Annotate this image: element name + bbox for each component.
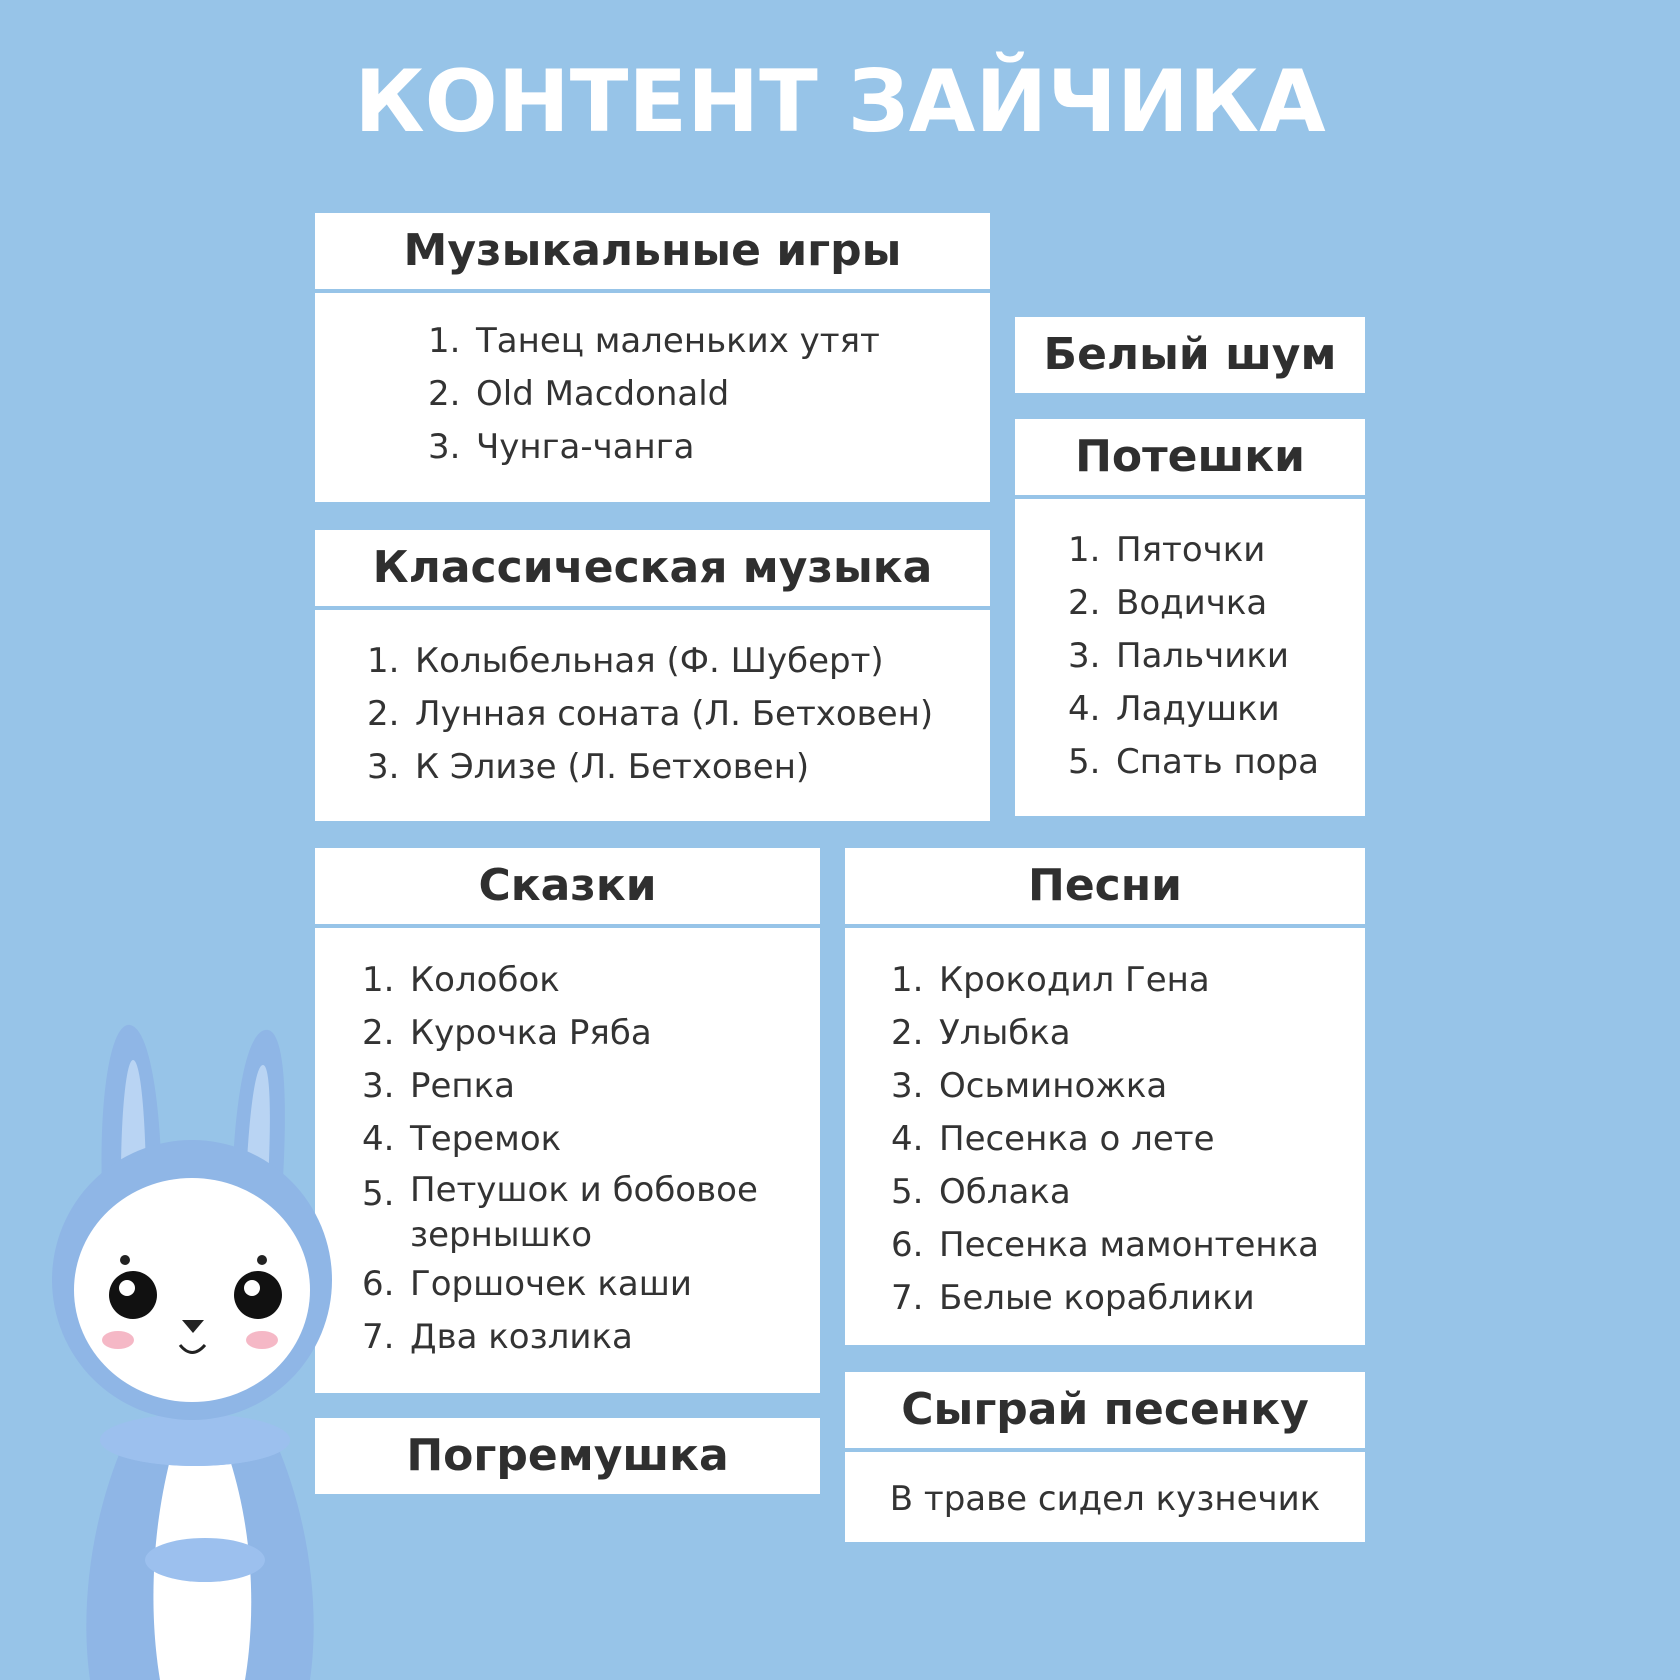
card-title: Погремушка [315, 1418, 820, 1494]
item-number: 4. [891, 1119, 924, 1159]
card-body [315, 928, 820, 1393]
list-item [891, 1007, 1365, 1060]
item-text: Два козлика [410, 1317, 633, 1357]
card-musical-games [315, 213, 990, 502]
item-text: Пальчики [1116, 636, 1289, 676]
item-text: Песенка мамонтенка [939, 1225, 1319, 1265]
card-body [315, 293, 990, 502]
item-number: 2. [891, 1013, 924, 1053]
card-songs [845, 848, 1365, 1345]
item-list [1068, 524, 1365, 789]
list-item [367, 635, 990, 688]
list-item [362, 1060, 820, 1113]
item-number: 7. [362, 1317, 395, 1357]
card-nursery-rhymes [1015, 419, 1365, 816]
item-text: Курочка Ряба [410, 1013, 652, 1053]
page-title: КОНТЕНТ ЗАЙЧИКА [354, 52, 1326, 152]
item-number: 1. [891, 960, 924, 1000]
list-item [428, 315, 990, 368]
list-item [891, 1113, 1365, 1166]
list-item [891, 954, 1365, 1007]
list-item [362, 1113, 820, 1166]
card-body [845, 928, 1365, 1345]
item-list [362, 954, 820, 1364]
item-text: Облака [939, 1172, 1071, 1212]
card-title: Классическая музыка [315, 530, 990, 606]
item-text: Белые кораблики [939, 1278, 1255, 1318]
item-text: Теремок [410, 1119, 562, 1159]
item-list [367, 635, 990, 794]
item-number: 5. [362, 1174, 395, 1214]
item-text: Ладушки [1116, 689, 1280, 729]
item-text: Танец маленьких утят [476, 321, 880, 361]
list-item [891, 1060, 1365, 1113]
card-white-noise [1015, 317, 1365, 393]
list-item [428, 368, 990, 421]
item-text: Колобок [410, 960, 560, 1000]
list-item [367, 688, 990, 741]
item-number: 6. [362, 1264, 395, 1304]
item-number: 1. [362, 960, 395, 1000]
item-number: 2. [428, 374, 461, 414]
card-title: Белый шум [1015, 317, 1365, 393]
item-text: Old Macdonald [476, 374, 730, 414]
item-text: Спать пора [1116, 742, 1319, 782]
list-item [1068, 630, 1365, 683]
list-item [1068, 524, 1365, 577]
item-number: 2. [367, 694, 400, 734]
card-title: Песни [845, 848, 1365, 924]
item-number: 5. [1068, 742, 1101, 782]
card-rattle [315, 1418, 820, 1494]
card-fairy-tales [315, 848, 820, 1393]
card-classical [315, 530, 990, 821]
card-text: В траве сидел кузнечик [845, 1452, 1365, 1542]
bunny-illustration [30, 1000, 360, 1680]
card-play-song [845, 1372, 1365, 1542]
item-text: К Элизе (Л. Бетховен) [415, 747, 810, 787]
item-text [410, 1168, 758, 1258]
list-item [891, 1272, 1365, 1325]
list-item [362, 1311, 820, 1364]
item-number: 7. [891, 1278, 924, 1318]
item-number: 3. [428, 427, 461, 467]
item-text-line: зернышко [410, 1215, 593, 1255]
item-number: 1. [1068, 530, 1101, 570]
item-number: 3. [1068, 636, 1101, 676]
list-item [1068, 577, 1365, 630]
item-text-line: Петушок и бобовое [410, 1170, 758, 1210]
item-text: Лунная соната (Л. Бетховен) [415, 694, 934, 734]
list-item [362, 1007, 820, 1060]
item-text: Чунга-чанга [476, 427, 695, 467]
item-text: Осьминожка [939, 1066, 1168, 1106]
item-text: Пяточки [1116, 530, 1266, 570]
item-text: Крокодил Гена [939, 960, 1210, 1000]
item-number: 3. [367, 747, 400, 787]
item-text: Горшочек каши [410, 1264, 692, 1304]
card-title: Сыграй песенку [845, 1372, 1365, 1448]
item-number: 4. [362, 1119, 395, 1159]
item-text: Водичка [1116, 583, 1268, 623]
card-body [1015, 499, 1365, 816]
list-item [362, 954, 820, 1007]
item-number: 3. [362, 1066, 395, 1106]
list-item [1068, 736, 1365, 789]
item-text: Репка [410, 1066, 516, 1106]
list-item [362, 1258, 820, 1311]
card-title: Сказки [315, 848, 820, 924]
list-item [367, 741, 990, 794]
item-text: Колыбельная (Ф. Шуберт) [415, 641, 884, 681]
item-number: 1. [428, 321, 461, 361]
list-item [362, 1168, 820, 1258]
item-number: 5. [891, 1172, 924, 1212]
card-title: Потешки [1015, 419, 1365, 495]
item-list [891, 954, 1365, 1325]
item-text: Улыбка [939, 1013, 1071, 1053]
item-list [428, 315, 990, 474]
list-item [428, 421, 990, 474]
item-number: 6. [891, 1225, 924, 1265]
item-number: 2. [1068, 583, 1101, 623]
item-text: Песенка о лете [939, 1119, 1215, 1159]
card-title: Музыкальные игры [315, 213, 990, 289]
item-number: 2. [362, 1013, 395, 1053]
list-item [1068, 683, 1365, 736]
card-body [315, 610, 990, 821]
item-number: 1. [367, 641, 400, 681]
item-number: 4. [1068, 689, 1101, 729]
list-item [891, 1219, 1365, 1272]
item-number: 3. [891, 1066, 924, 1106]
list-item [891, 1166, 1365, 1219]
